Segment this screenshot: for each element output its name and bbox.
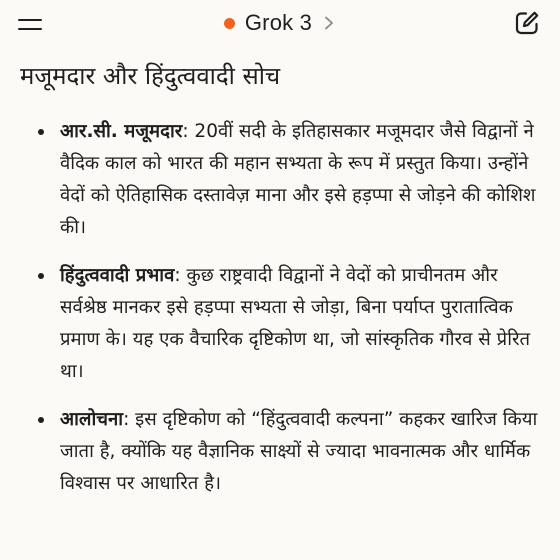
chevron-right-icon — [322, 16, 336, 30]
bullet-term: हिंदुत्ववादी प्रभाव — [60, 265, 175, 286]
list-item — [0, 260, 560, 388]
model-name: Grok 3 — [244, 10, 313, 35]
model-selector[interactable] — [0, 8, 560, 38]
status-dot — [224, 18, 235, 29]
section-heading: मजूमदार और हिंदुत्ववादी सोच — [20, 62, 281, 90]
bullet-text: : कुछ राष्ट्रवादी विद्वानों ने वेदों को प्राचीनतम और सर्वश्रेष्ठ मानकर इसे हड़प्पा सभ्यता से जोड़ा, बिना पर्याप्त पुरातात्विक प्रमाण के। यह एक वैचारिक दृष्टिकोण था, जो सांस्कृतिक गौरव से प्रेरित था। — [60, 265, 531, 382]
new-chat-edit-icon[interactable] — [514, 10, 540, 36]
bullet-dot — [38, 129, 44, 135]
bullet-text: : 20वीं सदी के इतिहासकार मजूमदार जैसे विद्वानों ने वैदिक काल को भारत की महान सभ्यता के रूप में प्रस्तुत किया। उन्होंने वेदों को ऐतिहासिक दस्तावेज़ माना और इसे हड़प्पा से जोड़ने की कोशिश की। — [60, 121, 536, 238]
message-content — [0, 58, 560, 516]
top-bar — [0, 0, 560, 48]
bullet-list — [0, 116, 560, 500]
bullet-dot — [38, 273, 44, 279]
bullet-text: : इस दृष्टिकोण को “हिंदुत्ववादी कल्पना” कहकर खारिज किया जाता है, क्योंकि यह वैज्ञानिक साक्ष्यों से ज्यादा भावनात्मक और धार्मिक विश्वास पर आधारित है। — [60, 409, 538, 494]
bullet-term: आलोचना — [60, 409, 124, 430]
list-item — [0, 404, 560, 500]
bullet-term: आर.सी. मजूमदार — [60, 121, 183, 142]
bullet-dot — [38, 417, 44, 423]
list-item — [0, 116, 560, 244]
